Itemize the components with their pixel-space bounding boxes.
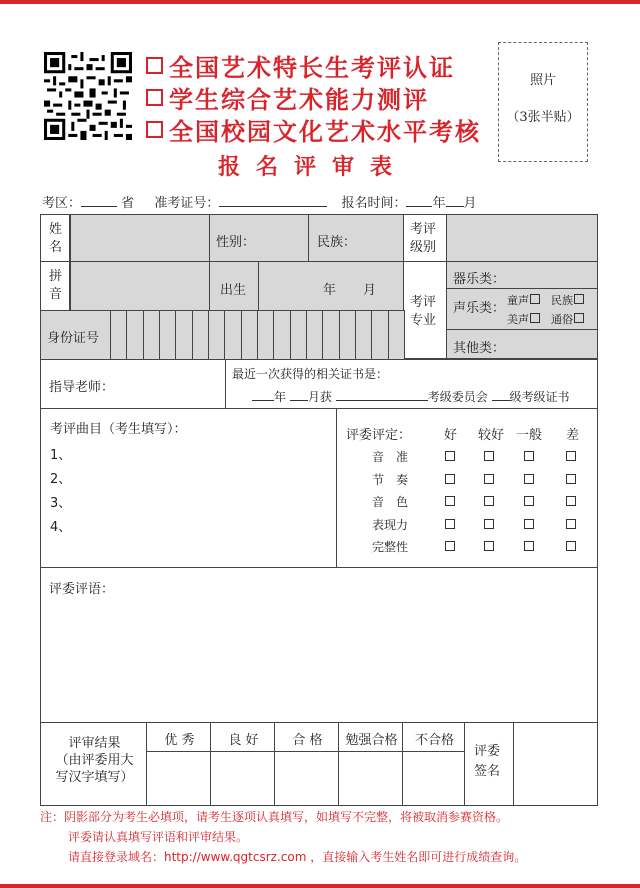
grade-header: 好 [444,428,458,443]
exam-area-field[interactable] [81,194,117,207]
teacher-cell[interactable]: 指导老师： [40,359,226,409]
vocal-cell[interactable]: 声乐类： 童声 民族 美声 通俗 [446,288,598,330]
month-label: 月 [463,196,477,211]
result-level-input[interactable] [146,751,211,806]
result-level-header [210,722,275,752]
bottom-border [0,884,640,888]
id-digit-box[interactable] [371,310,388,360]
grade-checkbox[interactable] [566,519,576,529]
header-line-2: 学生综合艺术能力测评 [146,80,429,115]
birth-label-cell: 出生 [209,261,259,311]
id-digit-box[interactable] [143,310,160,360]
grade-checkbox[interactable] [484,496,494,506]
id-digit-box[interactable] [306,310,323,360]
criterion-label: 音 准 [372,450,409,464]
ethnicity-cell[interactable]: 民族： [308,214,404,262]
grade-header: 一般 [516,428,543,443]
eval-major-label-cell: 考评专业 [403,261,447,359]
checkbox-icon [574,313,584,323]
grade-header: 差 [566,428,580,443]
grade-checkbox[interactable] [566,496,576,506]
criterion-label: 表现力 [372,517,409,532]
header-line-3: 全国校园文化艺术水平考核 [146,112,481,147]
repertoire-item[interactable]: 2、 [50,472,72,487]
grade-checkbox[interactable] [566,451,576,461]
checkbox-icon [146,121,163,138]
id-digit-box[interactable] [110,310,127,360]
qr-code-icon [44,52,132,140]
vocal-opt-folk[interactable]: 民族 [551,292,584,308]
criterion-label: 完整性 [372,540,409,554]
id-digit-box[interactable] [290,310,307,360]
grade-checkbox[interactable] [445,519,455,529]
grade-checkbox[interactable] [524,541,534,551]
comments-cell[interactable]: 评委评语： [40,567,598,723]
result-level-input[interactable] [210,751,275,806]
photo-box [498,42,588,162]
certificate-cell[interactable]: 最近一次获得的相关证书是： 年 月获 考级委员会 级考级证书 [225,359,598,409]
result-level-label: 优 秀 [164,733,195,748]
judging-title: 评委评定： [346,428,412,443]
checkbox-icon [530,313,540,323]
id-digit-box[interactable] [388,310,405,360]
photo-label: 照片 [529,73,556,88]
pinyin-input[interactable] [70,261,210,311]
id-digit-box[interactable] [273,310,290,360]
id-digit-box[interactable] [192,310,209,360]
reg-time-label: 报名时间： [341,196,407,211]
note-line-3: 请直接登录域名：http://www.qgtcsrz.com ，直接输入考生姓名即可进行成绩查询。 [68,850,527,864]
grade-checkbox[interactable] [484,474,494,484]
reg-month-field[interactable] [446,194,464,207]
id-digit-box[interactable] [355,310,372,360]
result-level-input[interactable] [274,751,339,806]
form-title: 报名评审表 [218,154,409,180]
result-level-header [146,722,211,752]
grade-checkbox[interactable] [566,474,576,484]
id-digit-box[interactable] [322,310,339,360]
eval-level-input[interactable] [446,214,598,262]
result-level-label: 合 格 [292,733,323,748]
result-level-label: 不合格 [414,733,454,748]
grade-checkbox[interactable] [445,496,455,506]
reg-year-field[interactable] [406,194,432,207]
checkbox-icon [530,294,540,304]
id-digit-box[interactable] [159,310,176,360]
result-label-cell: 评审结果 （由评委用大 写汉字填写） [40,722,147,806]
result-level-header [274,722,339,752]
grade-header: 较好 [478,428,505,443]
grade-checkbox[interactable] [524,474,534,484]
repertoire-title: 考评曲目（考生填写）： [50,422,187,437]
id-digit-box[interactable] [339,310,356,360]
gender-cell[interactable]: 性别： [209,214,309,262]
name-input[interactable] [70,214,210,262]
grade-checkbox[interactable] [484,519,494,529]
grade-checkbox[interactable] [445,451,455,461]
name-label-cell: 姓名 [40,214,70,262]
meta-line [42,192,477,211]
id-digit-box[interactable] [241,310,258,360]
id-digit-box[interactable] [224,310,241,360]
province-label: 省 [121,196,135,211]
result-level-header [338,722,403,752]
cert-line-2: 年 月获 考级委员会 级考级证书 [252,388,570,405]
signature-label-cell: 评委签名 [464,722,514,806]
photo-note: （3张半贴） [506,110,580,125]
result-level-label: 良 好 [228,733,259,748]
grade-checkbox[interactable] [484,451,494,461]
id-digit-box[interactable] [208,310,225,360]
id-digit-box[interactable] [257,310,274,360]
id-label-cell: 身份证号 [40,310,111,360]
grade-checkbox[interactable] [445,541,455,551]
id-digit-box[interactable] [175,310,192,360]
other-cell[interactable]: 其他类： [446,329,598,359]
divider [336,408,337,568]
vocal-opt-child[interactable]: 童声 [507,292,540,308]
grade-checkbox[interactable] [524,451,534,461]
result-level-label: 勉强合格 [345,733,398,748]
repertoire-list[interactable] [50,444,71,540]
eval-level-label-cell: 考评级别 [403,214,447,262]
result-level-input[interactable] [402,751,465,806]
grade-checkbox[interactable] [524,519,534,529]
pinyin-label-cell: 拼音 [40,261,70,311]
repertoire-item[interactable]: 3、 [50,496,72,511]
checkbox-icon [574,294,584,304]
result-level-input[interactable] [338,751,403,806]
year-label: 年 [432,196,446,211]
id-number-boxes[interactable] [110,310,404,360]
header-line-1: 全国艺术特长生考评认证 [146,48,455,83]
criterion-label: 节 奏 [372,472,409,487]
grade-checkbox[interactable] [524,496,534,506]
repertoire-item[interactable]: 4、 [50,520,72,535]
instrumental-cell[interactable]: 器乐类： [446,261,598,289]
grade-checkbox[interactable] [445,474,455,484]
grade-checkbox[interactable] [484,541,494,551]
ticket-no-field[interactable] [219,194,327,207]
exam-area-label: 考区： [42,196,82,211]
ticket-no-label: 准考证号： [154,196,220,211]
checkbox-icon [146,89,163,106]
grade-checkbox[interactable] [566,541,576,551]
signature-input[interactable] [513,722,598,806]
repertoire-item[interactable]: 1、 [50,448,72,463]
result-level-header [402,722,465,752]
birth-input[interactable]: 年 月 [258,261,404,311]
criterion-label: 音 色 [372,495,409,509]
vocal-opt-pop[interactable]: 通俗 [551,311,584,327]
note-line-2: 评委请认真填写评语和评审结果。 [68,830,249,844]
checkbox-icon [146,57,163,74]
vocal-opt-bel-canto[interactable]: 美声 [507,311,540,327]
note-line-1: 注：阴影部分为考生必填项，请考生逐项认真填写，如填写不完整，将被取消参赛资格。 [40,810,509,824]
id-digit-box[interactable] [126,310,143,360]
top-border [0,0,640,4]
